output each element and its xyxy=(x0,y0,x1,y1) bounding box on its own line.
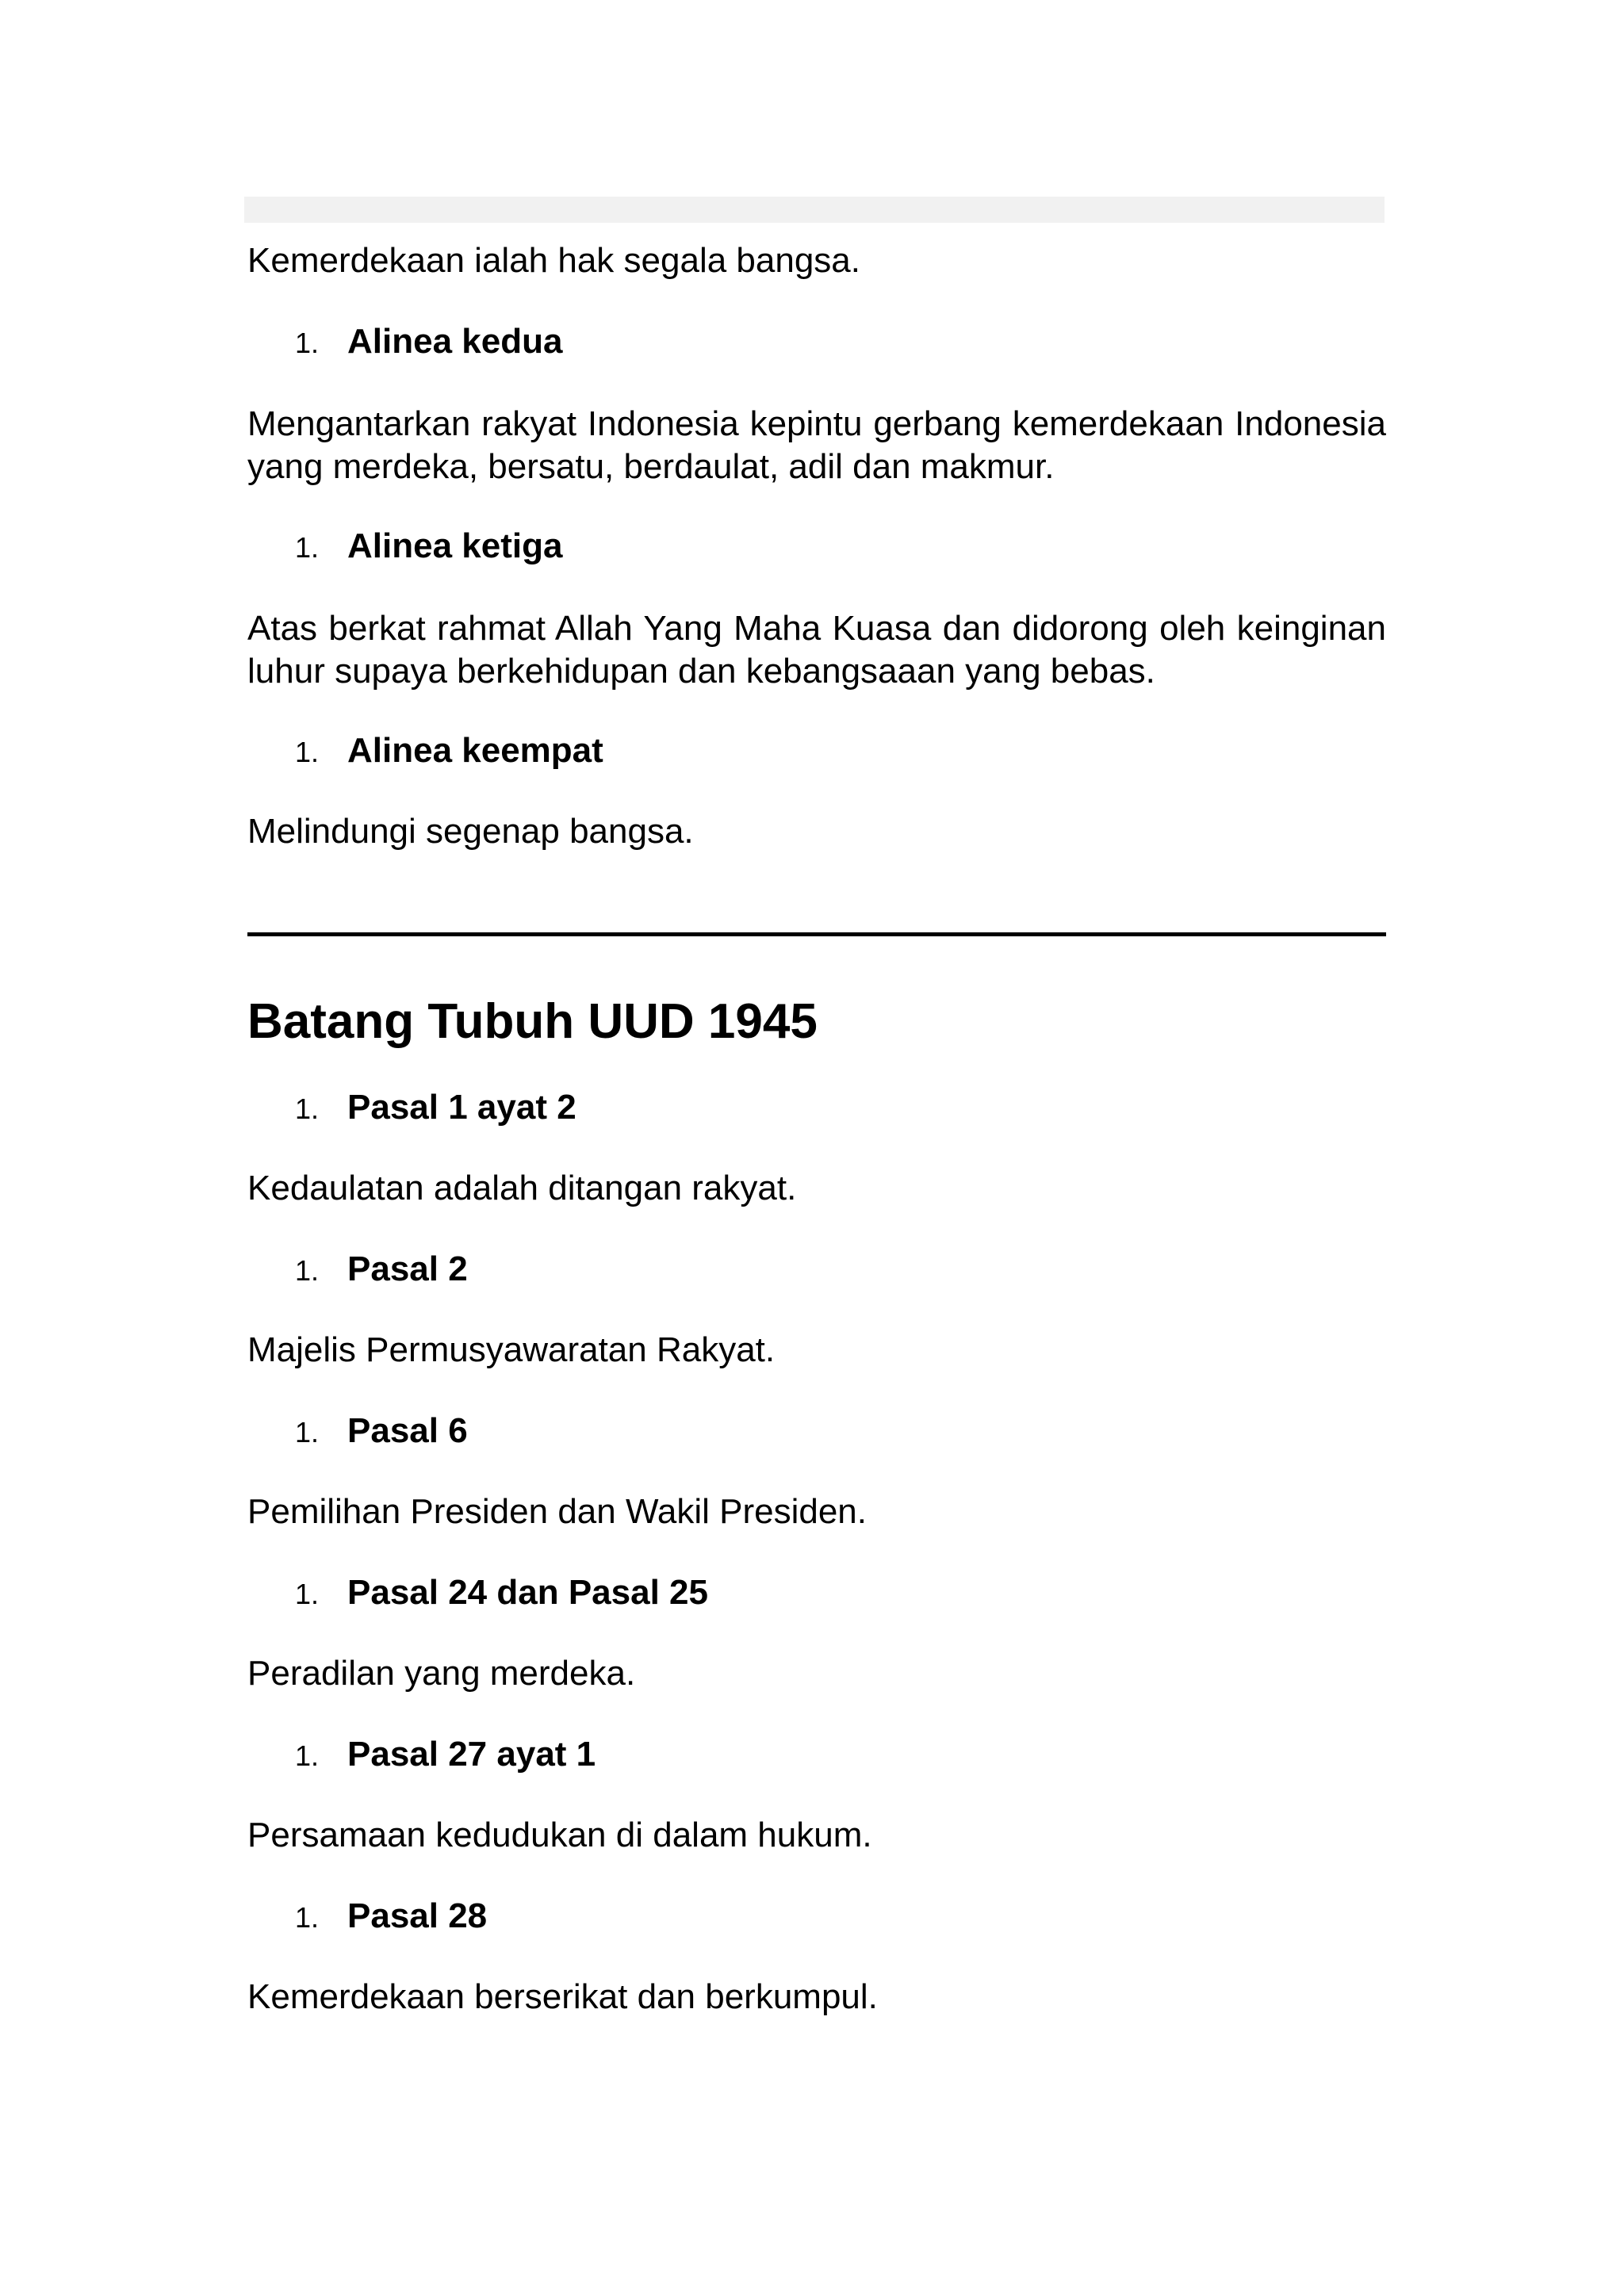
header-band xyxy=(244,197,1385,223)
list-item-label: Pasal 1 ayat 2 xyxy=(347,1088,576,1127)
list-item-label: Pasal 6 xyxy=(347,1411,468,1450)
list-number: 1. xyxy=(295,531,320,564)
list-number: 1. xyxy=(295,1254,320,1287)
list-item-alinea-ketiga xyxy=(295,525,562,569)
alinea-kedua-paragraph: Mengantarkan rakyat Indonesia kepintu gerbang kemerdekaan Indonesia yang merdeka, bersatu, berdaulat, adil dan makmur. xyxy=(247,404,1386,486)
list-number: 1. xyxy=(295,1739,320,1772)
list-number: 1. xyxy=(295,1093,320,1125)
pasal-27-paragraph: Persamaan kedudukan di dalam hukum. xyxy=(247,1816,872,1854)
list-item-pasal-24-25 xyxy=(295,1571,708,1616)
list-item-label: Alinea kedua xyxy=(347,322,563,361)
list-item-label: Pasal 27 ayat 1 xyxy=(347,1735,596,1774)
alinea-ketiga-paragraph: Atas berkat rahmat Allah Yang Maha Kuasa dan didorong oleh keinginan luhur supaya berkehidupan dan kebangsaaan yang bebas. xyxy=(247,609,1386,691)
pasal-28-paragraph: Kemerdekaan berserikat dan berkumpul. xyxy=(247,1977,878,2016)
pasal-6-paragraph: Pemilihan Presiden dan Wakil Presiden. xyxy=(247,1492,867,1531)
list-item-alinea-keempat xyxy=(295,729,603,774)
list-item-label: Alinea keempat xyxy=(347,731,603,770)
list-item-label: Pasal 28 xyxy=(347,1896,488,1935)
list-item-label: Pasal 2 xyxy=(347,1249,468,1288)
pasal-1-paragraph: Kedaulatan adalah ditangan rakyat. xyxy=(247,1169,797,1207)
pasal-2-paragraph: Majelis Permusyawaratan Rakyat. xyxy=(247,1330,776,1369)
list-number: 1. xyxy=(295,327,320,359)
list-number: 1. xyxy=(295,1901,320,1934)
list-item-pasal-6 xyxy=(295,1410,468,1454)
list-number: 1. xyxy=(295,1578,320,1610)
list-item-pasal-27-ayat-1 xyxy=(295,1733,596,1777)
list-number: 1. xyxy=(295,1416,320,1448)
horizontal-rule xyxy=(247,932,1386,936)
list-item-pasal-1-ayat-2 xyxy=(295,1086,576,1131)
intro-paragraph: Kemerdekaan ialah hak segala bangsa. xyxy=(247,241,860,280)
section-title: Batang Tubuh UUD 1945 xyxy=(247,994,818,1049)
alinea-keempat-paragraph: Melindungi segenap bangsa. xyxy=(247,812,694,851)
list-item-pasal-28 xyxy=(295,1895,487,1939)
list-item-pasal-2 xyxy=(295,1248,468,1292)
list-item-label: Alinea ketiga xyxy=(347,526,563,565)
list-item-alinea-kedua xyxy=(295,320,562,365)
list-number: 1. xyxy=(295,736,320,768)
pasal-24-25-paragraph: Peradilan yang merdeka. xyxy=(247,1654,636,1693)
list-item-label: Pasal 24 dan Pasal 25 xyxy=(347,1573,708,1612)
